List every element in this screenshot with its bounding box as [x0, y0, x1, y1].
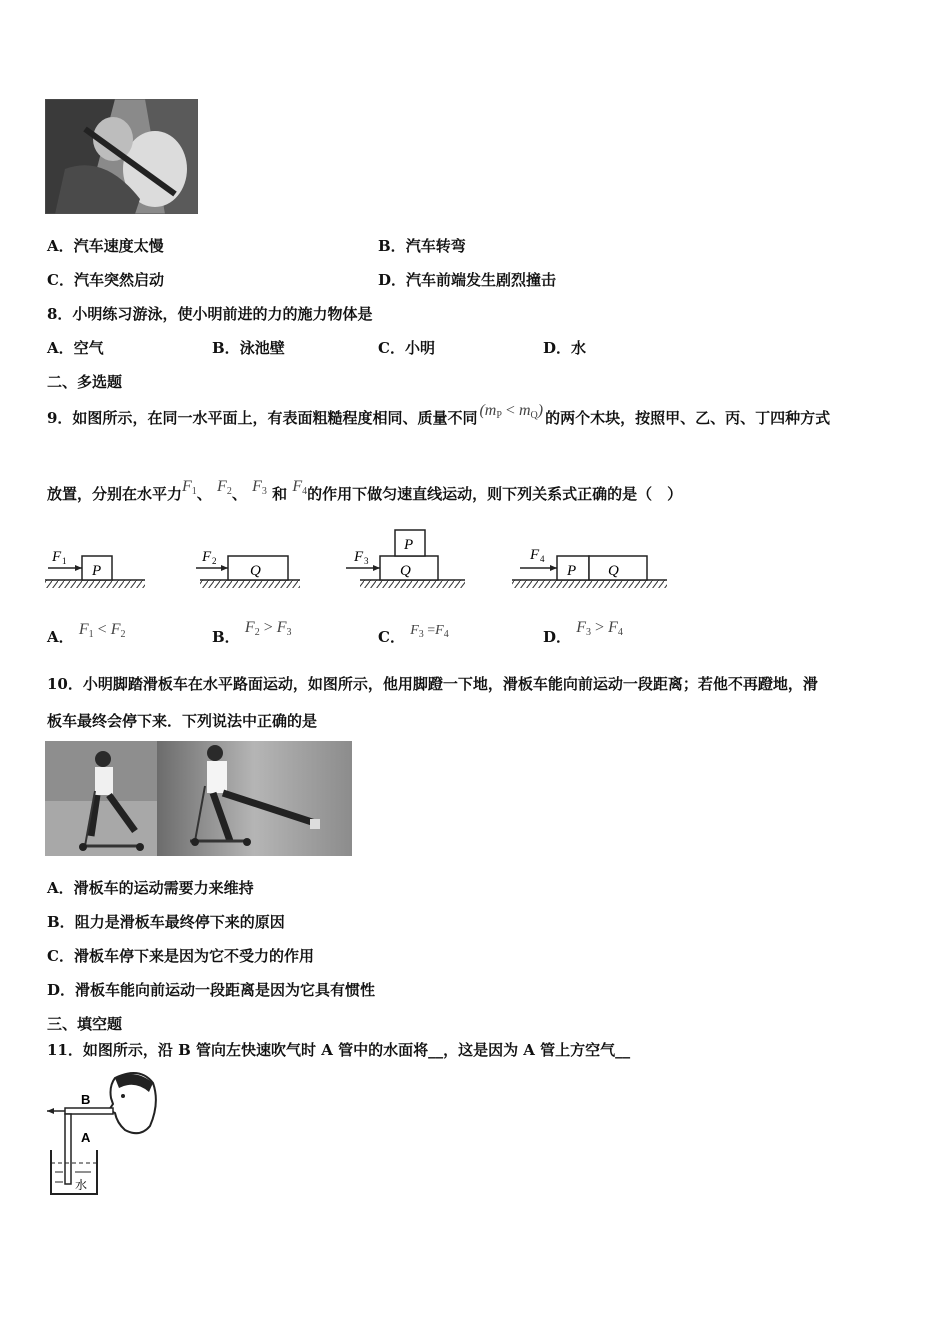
option-text: 汽车突然启动 [73, 271, 164, 289]
option-text: 阻力是滑板车最终停下来的原因 [74, 913, 285, 931]
figure-bing [346, 530, 465, 588]
svg-text:P: P [92, 563, 102, 579]
q10-stem-line2: 板车最终会停下来．下列说法中正确的是 [47, 712, 318, 730]
option-text: 泳池壁 [239, 339, 285, 357]
svg-text:1: 1 [62, 556, 67, 566]
q9-option-d[interactable] [543, 619, 623, 653]
force-f4: $F_4$ [292, 478, 308, 497]
q9-figures [40, 525, 680, 600]
svg-text:Q: Q [608, 563, 619, 579]
q7-option-c[interactable] [47, 270, 164, 290]
section-title-fill-blank: 三、填空题 [47, 1015, 123, 1033]
q10-option-b[interactable] [47, 912, 285, 932]
option-letter: C． [378, 628, 405, 646]
q9-stem-line2-end: 的作用下做匀速直线运动，则下列关系式正确的是（ ） [307, 485, 683, 503]
option-letter: D． [47, 981, 76, 999]
q7-option-b[interactable] [378, 236, 466, 256]
option-letter: D． [543, 339, 572, 357]
q9-mass-condition: $(m_P < m_Q)$ [479, 402, 544, 421]
option-formula: $F_3 =F_4$ [410, 623, 449, 640]
svg-text:Q: Q [400, 563, 411, 579]
q8-stem: 8．小明练习游泳，使小明前进的力的施力物体是 [47, 305, 373, 323]
q10-option-c[interactable] [47, 946, 314, 966]
option-letter: C． [47, 947, 74, 965]
figure-yi [196, 549, 300, 588]
q7-option-d[interactable] [378, 270, 556, 290]
figure-jia [45, 549, 145, 588]
option-letter: C． [378, 339, 405, 357]
section-title-multiple-choice: 二、多选题 [47, 373, 123, 391]
option-formula: $F_2 > F_3$ [244, 619, 292, 638]
q9-option-a[interactable] [47, 621, 126, 653]
force-f3: $F_3$ [252, 478, 267, 497]
option-letter: A． [47, 628, 74, 646]
svg-text:A: A [81, 1130, 91, 1145]
option-text: 空气 [73, 339, 104, 357]
option-letter: B． [212, 628, 240, 646]
mass-sub-p: P [496, 410, 502, 421]
option-letter: A． [47, 879, 74, 897]
option-letter: B． [378, 237, 406, 255]
force-f2: $F_2$ [217, 478, 232, 497]
option-letter: D． [543, 628, 572, 646]
q9-stem-part2: 的两个木块，按照甲、乙、丙、丁四种方式 [545, 409, 831, 427]
option-text: 滑板车能向前运动一段距离是因为它具有惯性 [75, 981, 376, 999]
q10-option-d[interactable] [47, 980, 375, 1000]
svg-text:水: 水 [75, 1178, 88, 1192]
q9-stem-line2-start: 放置，分别在水平力 [47, 485, 183, 503]
mass-sub-q: Q [530, 410, 538, 421]
option-text: 汽车前端发生剧烈撞击 [406, 271, 557, 289]
q9-stem-part1: 9．如图所示，在同一水平面上，有表面粗糙程度相同、质量不同 [47, 409, 478, 427]
option-letter: B． [47, 913, 75, 931]
option-letter: D． [378, 271, 407, 289]
option-letter: A． [47, 339, 74, 357]
q10-option-a[interactable] [47, 878, 254, 898]
mass-symbol: m [518, 402, 531, 419]
q8-option-c[interactable] [378, 338, 435, 358]
q8-option-a[interactable] [47, 338, 104, 358]
mass-symbol: m [484, 402, 497, 419]
car-airbag-photo [45, 99, 198, 214]
svg-text:Q: Q [250, 563, 261, 579]
option-letter: A． [47, 237, 74, 255]
figure-ding [512, 547, 667, 588]
scooter-photo [45, 741, 352, 856]
svg-text:F: F [354, 549, 364, 565]
svg-text:F: F [202, 549, 212, 565]
option-letter: B． [212, 339, 240, 357]
svg-text:B: B [81, 1092, 91, 1107]
q11-figure [45, 1068, 160, 1200]
svg-text:P: P [404, 537, 414, 553]
option-text: 汽车速度太慢 [73, 237, 164, 255]
svg-text:F: F [530, 547, 540, 563]
q9-option-b[interactable] [212, 619, 292, 653]
svg-text:F: F [52, 549, 62, 565]
force-f1: $F_1$ [182, 478, 197, 497]
q10-stem-line1: 10．小明脚踏滑板车在水平路面运动，如图所示，他用脚蹬一下地，滑板车能向前运动一段距离；若他不再蹬地，滑 [47, 675, 818, 693]
option-text: 滑板车停下来是因为它不受力的作用 [73, 947, 314, 965]
option-text: 小明 [404, 339, 435, 357]
q8-option-d[interactable] [543, 338, 586, 358]
q9-stem-line1 [47, 402, 831, 434]
svg-text:2: 2 [212, 556, 217, 566]
option-formula: $F_1 < F_2$ [78, 621, 126, 640]
option-letter: C． [47, 271, 74, 289]
option-formula: $F_3 > F_4$ [576, 619, 623, 638]
option-text: 汽车转弯 [405, 237, 466, 255]
svg-text:P: P [567, 563, 577, 579]
q11-stem: 11．如图所示，沿 B 管向左快速吹气时 A 管中的水面将__，这是因为 A 管上方空气__ [47, 1041, 631, 1059]
svg-text:4: 4 [540, 554, 545, 564]
svg-text:3: 3 [364, 556, 369, 566]
option-text: 滑板车的运动需要力来维持 [73, 879, 254, 897]
q9-option-c[interactable] [378, 623, 449, 653]
q7-option-a[interactable] [47, 236, 164, 256]
option-text: 水 [571, 339, 587, 357]
q9-stem-line2: 放置，分别在水平力$F_1$、 $F_2$、 $F_3$ 和 $F_4$的作用下做匀速直线运动，则下列关系式正确的是（ ） [47, 478, 683, 503]
less-than-sign: < [505, 402, 515, 419]
q8-option-b[interactable] [212, 338, 285, 358]
